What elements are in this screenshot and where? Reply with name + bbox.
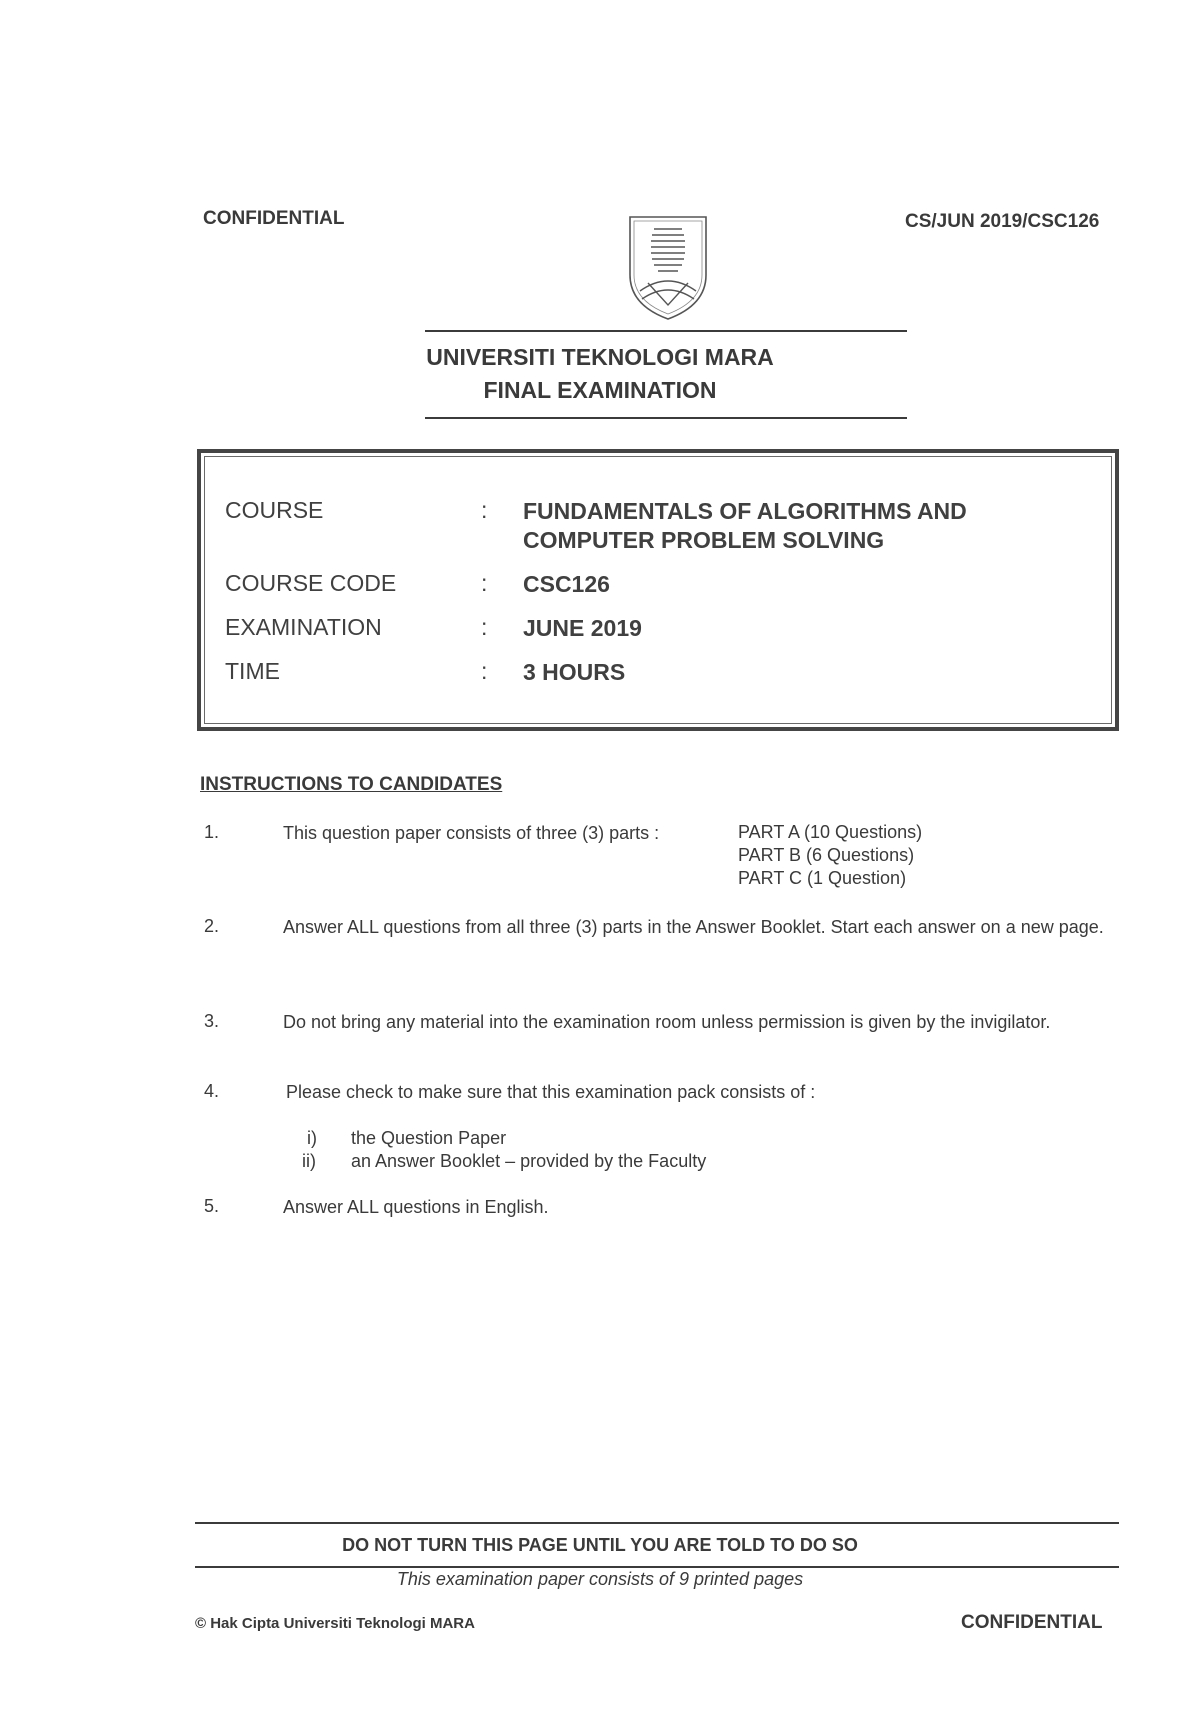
course-details-box <box>197 449 1119 731</box>
instruction-2-text: Answer ALL questions from all three (3) parts in the Answer Booklet. Start each answer on a new page. <box>283 917 1104 937</box>
instruction-1-text: This question paper consists of three (3) parts : <box>283 823 660 843</box>
footer-top-rule <box>195 1522 1119 1524</box>
course-label: COURSE <box>225 497 324 523</box>
course-value <box>523 497 1083 555</box>
confidential-footer: CONFIDENTIAL <box>961 1612 1103 1633</box>
instruction-4-text: Please check to make sure that this examination pack consists of : <box>286 1082 816 1102</box>
instruction-3-text: Do not bring any material into the examination room unless permission is given by the invigilator. <box>283 1012 1051 1032</box>
printed-pages-note: This examination paper consists of 9 printed pages <box>396 1569 804 1589</box>
paper-code-header: CS/JUN 2019/CSC126 <box>905 211 1100 232</box>
instructions-title: INSTRUCTIONS TO CANDIDATES <box>200 774 503 795</box>
instruction-4-sub-2-number: ii) <box>302 1151 316 1171</box>
colon: : <box>481 497 488 523</box>
colon: : <box>481 570 488 596</box>
confidential-header: CONFIDENTIAL <box>203 208 345 229</box>
instruction-5-number: 5. <box>204 1196 220 1216</box>
instruction-2-number: 2. <box>204 916 220 936</box>
instruction-4-number: 4. <box>204 1081 220 1101</box>
colon: : <box>481 658 488 684</box>
course-value-line2: COMPUTER PROBLEM SOLVING <box>523 527 885 553</box>
instruction-3-number: 3. <box>204 1011 220 1031</box>
instruction-4-sub-1-text: the Question Paper <box>351 1128 507 1148</box>
instruction-5-text: Answer ALL questions in English. <box>283 1197 549 1217</box>
time-label: TIME <box>225 658 280 684</box>
part-a: PART A (10 Questions) <box>738 822 923 842</box>
university-crest-logo <box>624 213 712 323</box>
copyright-notice: © Hak Cipta Universiti Teknologi MARA <box>195 1615 475 1632</box>
colon: : <box>481 614 488 640</box>
course-code-label: COURSE CODE <box>225 570 397 596</box>
title-bottom-rule <box>425 417 907 419</box>
instruction-4-sub-2-text: an Answer Booklet – provided by the Faculty <box>351 1151 707 1171</box>
footer-middle-rule <box>195 1566 1119 1568</box>
exam-type-title: FINAL EXAMINATION <box>483 377 717 403</box>
do-not-turn-warning: DO NOT TURN THIS PAGE UNTIL YOU ARE TOLD TO DO SO <box>342 1535 858 1555</box>
course-value-line1: FUNDAMENTALS OF ALGORITHMS AND <box>523 498 967 524</box>
title-top-rule <box>425 330 907 332</box>
course-code-value: CSC126 <box>523 571 610 597</box>
part-c: PART C (1 Question) <box>738 868 907 888</box>
university-name: UNIVERSITI TEKNOLOGI MARA <box>426 344 774 370</box>
instruction-4-sub-1-number: i) <box>307 1128 317 1148</box>
examination-value: JUNE 2019 <box>523 615 642 641</box>
part-b: PART B (6 Questions) <box>738 845 915 865</box>
time-value: 3 HOURS <box>523 659 626 685</box>
examination-label: EXAMINATION <box>225 614 382 640</box>
instruction-1-number: 1. <box>204 822 220 842</box>
